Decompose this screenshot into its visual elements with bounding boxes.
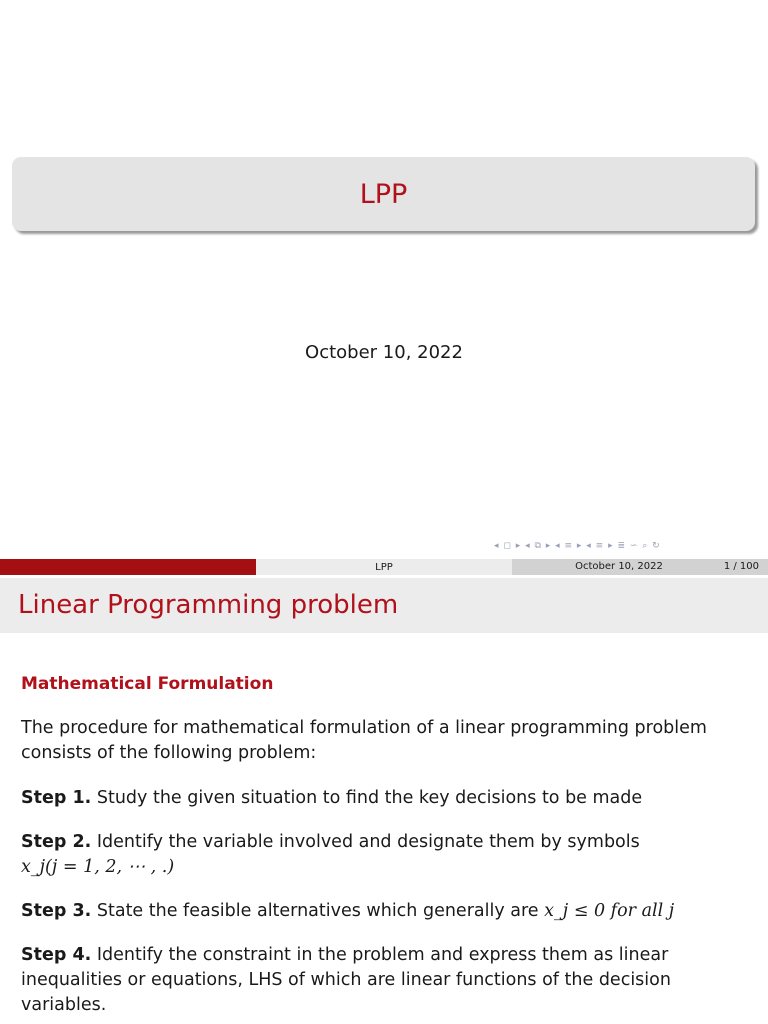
step-3-text: State the feasible alternatives which generally are (96, 901, 539, 921)
step-4 (21, 943, 741, 1018)
footer-date-section (512, 559, 768, 575)
footer-page-number: 1 / 100 (723, 561, 759, 572)
beamer-navigation-icons[interactable]: ◂ ◻ ▸ ◂ ⧉ ▸ ◂ ≡ ▸ ◂ ≡ ▸ ≣ ∽ ⌕ ↻ (494, 541, 661, 551)
footer-date: October 10, 2022 (575, 561, 663, 572)
frame-title-bar (0, 578, 768, 633)
step-3-math: x_j ≤ 0 for all j (544, 901, 675, 921)
footer-accent (0, 559, 256, 575)
step-2-text: Identify the variable involved and designate them by symbols (96, 832, 640, 852)
intro-paragraph: The procedure for mathematical formulation of a linear programming problem consists of the following problem: (21, 718, 707, 763)
step-1-label: Step 1. (21, 788, 92, 808)
footer-title-section (256, 559, 512, 575)
step-1-text: Study the given situation to find the key decisions to be made (96, 788, 643, 808)
title-box (12, 157, 755, 231)
block-title: Mathematical Formulation (21, 674, 274, 694)
step-3 (21, 899, 741, 924)
step-4-text: Identify the constraint in the problem and express them as linear inequalities or equations, LHS of which are linear functions of the decision variables. (21, 945, 671, 1015)
step-2-math: x_j(j = 1, 2, ⋯ , .) (21, 857, 175, 877)
step-2 (21, 830, 741, 880)
frame-title: Linear Programming problem (18, 590, 399, 620)
step-3-label: Step 3. (21, 901, 92, 921)
step-1 (21, 786, 741, 811)
step-4-label: Step 4. (21, 945, 92, 965)
slide-date: October 10, 2022 (305, 342, 463, 363)
slide-title: LPP (359, 178, 408, 210)
footer-bar (0, 559, 768, 575)
footer-title: LPP (375, 561, 393, 573)
step-2-label: Step 2. (21, 832, 92, 852)
